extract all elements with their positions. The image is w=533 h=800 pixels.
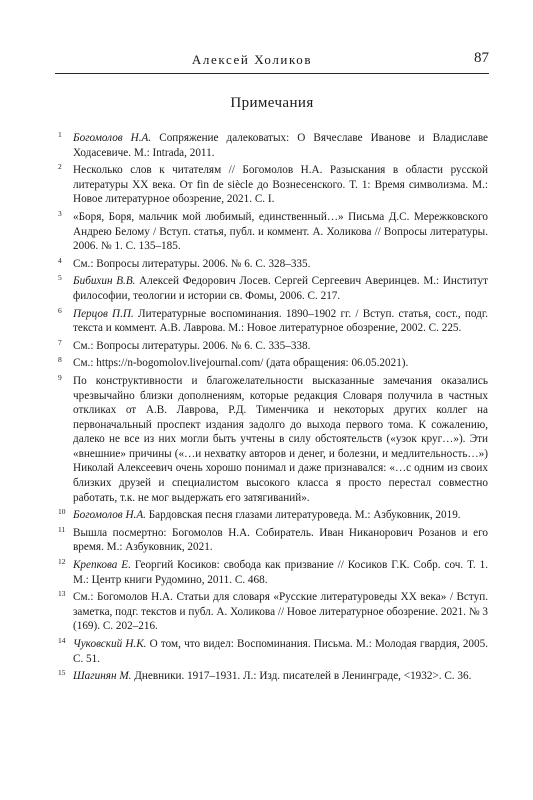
note-author: Чуковский Н.К. xyxy=(73,638,147,650)
note-text: Дневники. 1917–1931. Л.: Изд. писателей в Ленинграде, <1932>. С. 36. xyxy=(131,670,472,683)
note-9 xyxy=(58,374,488,505)
note-number: 4 xyxy=(58,255,62,265)
note-1 xyxy=(58,131,488,160)
note-5 xyxy=(58,274,488,303)
note-number: 11 xyxy=(58,524,66,534)
note-4 xyxy=(58,257,488,272)
note-2 xyxy=(58,163,488,207)
note-15 xyxy=(58,669,488,684)
note-text: Георгий Косиков: свобода как призвание // Косиков Г.К. Собр. соч. Т. 1. М.: Центр книги Рудомино, 2011. С. 468. xyxy=(73,559,488,586)
note-author: Богомолов Н.А. xyxy=(73,509,146,522)
header-divider xyxy=(55,73,489,74)
note-author: Бибихин В.В. xyxy=(73,275,136,288)
note-number: 2 xyxy=(58,162,62,172)
running-header xyxy=(55,50,489,70)
note-12 xyxy=(58,558,488,587)
note-8 xyxy=(58,356,488,371)
note-text: Литературные воспоминания. 1890–1902 гг. / Вступ. статья, сост., подг. текста и коммент. А.В. Лаврова. М.: Новое литературное обозрение, 2002. С. 225. xyxy=(73,307,488,335)
running-header-author: Алексей Холиков xyxy=(191,52,313,67)
note-14 xyxy=(58,637,488,666)
note-text: См.: Богомолов Н.А. Статьи для словаря «Русские литературоведы XX века» / Вступ. заметка, подг. текстов и публ. А. Холикова // Новое литературное обозрение. 2021. № 3 (169). С. 202–216. xyxy=(73,591,488,633)
note-text: Бардовская песня глазами литературоведа. М.: Азбуковник, 2019. xyxy=(145,509,461,522)
note-number: 10 xyxy=(58,507,66,517)
note-text: См.: Вопросы литературы. 2006. № 6. С. 335–338. xyxy=(73,339,311,352)
note-text: Несколько слов к читателям // Богомолов Н.А. Разыскания в области русской литературы XX века. От fin de siècle до Вознесенского. Т. 1: Время символизма. М.: Новое литературное обозрение, 2021. С. I. xyxy=(73,164,488,206)
note-text: См.: Вопросы литературы. 2006. № 6. С. 328–335. xyxy=(73,257,311,270)
note-number: 12 xyxy=(58,557,66,567)
note-number: 1 xyxy=(58,130,62,139)
note-number: 14 xyxy=(58,636,66,645)
note-author: Богомолов Н.А. xyxy=(73,132,152,144)
section-title: Примечания xyxy=(230,95,314,111)
note-10 xyxy=(58,508,488,523)
note-text: По конструктивности и благожелательности высказанные замечания оказались чрезвычайно близки дополнениям, которые редакция Словаря получила в частных откликах от А.В. Лаврова, Р.Д. Тименчика и некоторых других коллег на первоначальный проспект издания задолго до выхода первого тома. К сожалению, далеко не все из них могли быть учтены в силу обстоятельств («узок круг…»). Эти «внешние» причины («…и нехватку авторов и денег, и болезни, и медлительность…») Николай Алексеевич очень хорошо понимал и даже признавался: «…с одним из своих близких друзей и специалистом высокого класса я просто перестал совместно работать, т.к. не мог выдержать его затягиваний». xyxy=(73,374,488,504)
note-number: 7 xyxy=(58,337,62,347)
note-text: «Боря, Боря, мальчик мой любимый, единственный…» Письма Д.С. Мережковского Андрею Белому / Вступ. статья, публ. и коммент. А. Холикова // Вопросы литературы. 2006. № 1. С. 135–185. xyxy=(73,210,488,253)
note-author: Шагинян М. xyxy=(73,670,132,683)
note-number: 9 xyxy=(58,372,62,382)
note-7 xyxy=(58,339,488,354)
note-author: Перцов П.П. xyxy=(73,307,134,320)
note-number: 8 xyxy=(58,355,62,365)
note-number: 13 xyxy=(58,589,66,599)
note-number: 3 xyxy=(58,208,62,218)
note-number: 15 xyxy=(58,668,66,678)
note-number: 6 xyxy=(58,305,62,315)
note-text: Алексей Федорович Лосев. Сергей Сергеевич Аверинцев. М.: Институт философии, теологии и истории св. Фомы, 2006. С. 217. xyxy=(73,275,488,302)
notes-list xyxy=(58,131,488,687)
note-text: См.: https://n-bogomolov.livejournal.com/ (дата обращения: 06.05.2021). xyxy=(73,357,409,370)
note-text: О том, что видел: Воспоминания. Письма. М.: Молодая гвардия, 2005. С. 51. xyxy=(73,638,488,665)
note-11 xyxy=(58,526,488,555)
note-number: 5 xyxy=(58,273,62,283)
note-13 xyxy=(58,590,488,634)
note-3 xyxy=(58,210,488,254)
note-author: Крепкова Е. xyxy=(73,559,131,572)
page-number: 87 xyxy=(474,50,489,66)
note-text: Сопряжение далековатых: О Вячеславе Иванове и Владиславе Ходасевиче. М.: Intrada, 2011. xyxy=(73,132,488,159)
note-6 xyxy=(58,307,488,336)
note-text: Вышла посмертно: Богомолов Н.А. Собиратель. Иван Никанорович Розанов и его время. М.: Азбуковник, 2021. xyxy=(73,526,488,554)
